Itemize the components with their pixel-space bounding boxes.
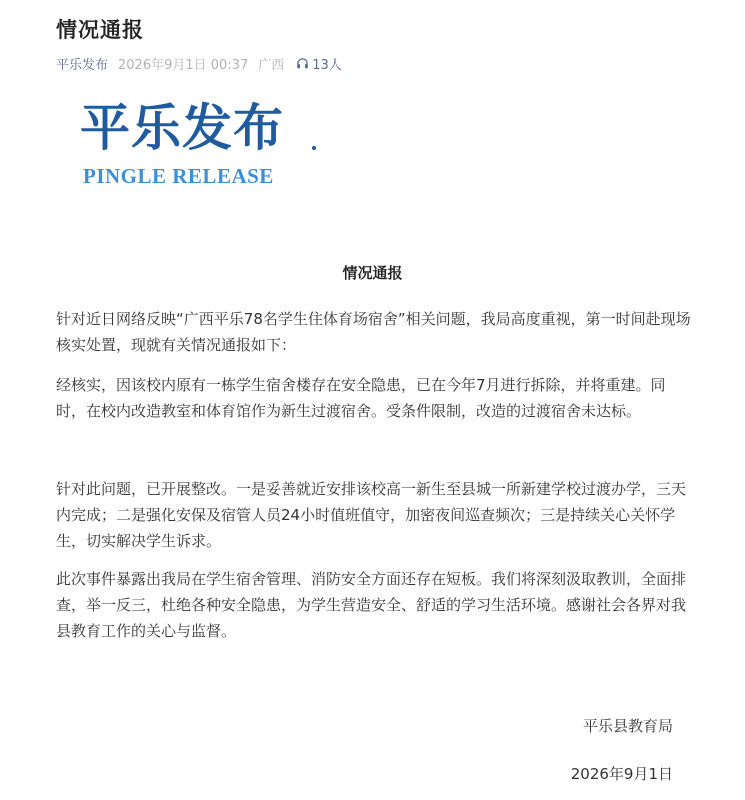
pingle-release-logo [80, 98, 340, 198]
logo-chinese-text: 平乐发布 [80, 98, 284, 157]
publish-time: 2026年9月1日 00:37 [118, 57, 249, 73]
notice-paragraph: 针对此问题，已开展整改。一是妥善就近安排该校高一新生至县城一所新建学校过渡办学，三天内完成；二是强化安保及宿管人员24小时值班值守，加密夜间巡查频次；三是持续关心关怀学生，切实解决学生诉求。 [56, 480, 687, 550]
article-meta [56, 54, 342, 72]
headphones-icon [296, 57, 309, 70]
listen-button[interactable] [296, 54, 342, 73]
logo-dot [312, 146, 316, 150]
listen-count: 13人 [312, 57, 342, 73]
source-account-link[interactable]: 平乐发布 [56, 57, 109, 73]
notice-paragraph: 针对近日网络反映“广西平乐78名学生住体育场宿舍”相关问题，我局高度重视，第一时间赴现场核实处置，现就有关情况通报如下： [56, 310, 691, 354]
notice-heading: 情况通报 [342, 264, 403, 282]
issuer-signature: 平乐县教育局 [582, 717, 673, 735]
issue-date: 2026年9月1日 [570, 765, 673, 783]
notice-paragraph: 此次事件暴露出我局在学生宿舍管理、消防安全方面还存在短板。我们将深刻汲取教训，全面排查，举一反三，杜绝各种安全隐患，为学生营造安全、舒适的学习生活环境。感谢社会各界对我县教育工作的关心与监督。 [56, 570, 687, 640]
logo-english-text: PINGLE RELEASE [83, 164, 274, 188]
notice-paragraph: 经核实，因该校内原有一栋学生宿舍楼存在安全隐患，已在今年7月进行拆除，并将重建。同时，在校内改造教室和体育馆作为新生过渡宿舍。受条件限制，改造的过渡宿舍未达标。 [56, 376, 666, 420]
publish-region: 广西 [258, 57, 285, 73]
article-title: 情况通报 [56, 18, 144, 42]
